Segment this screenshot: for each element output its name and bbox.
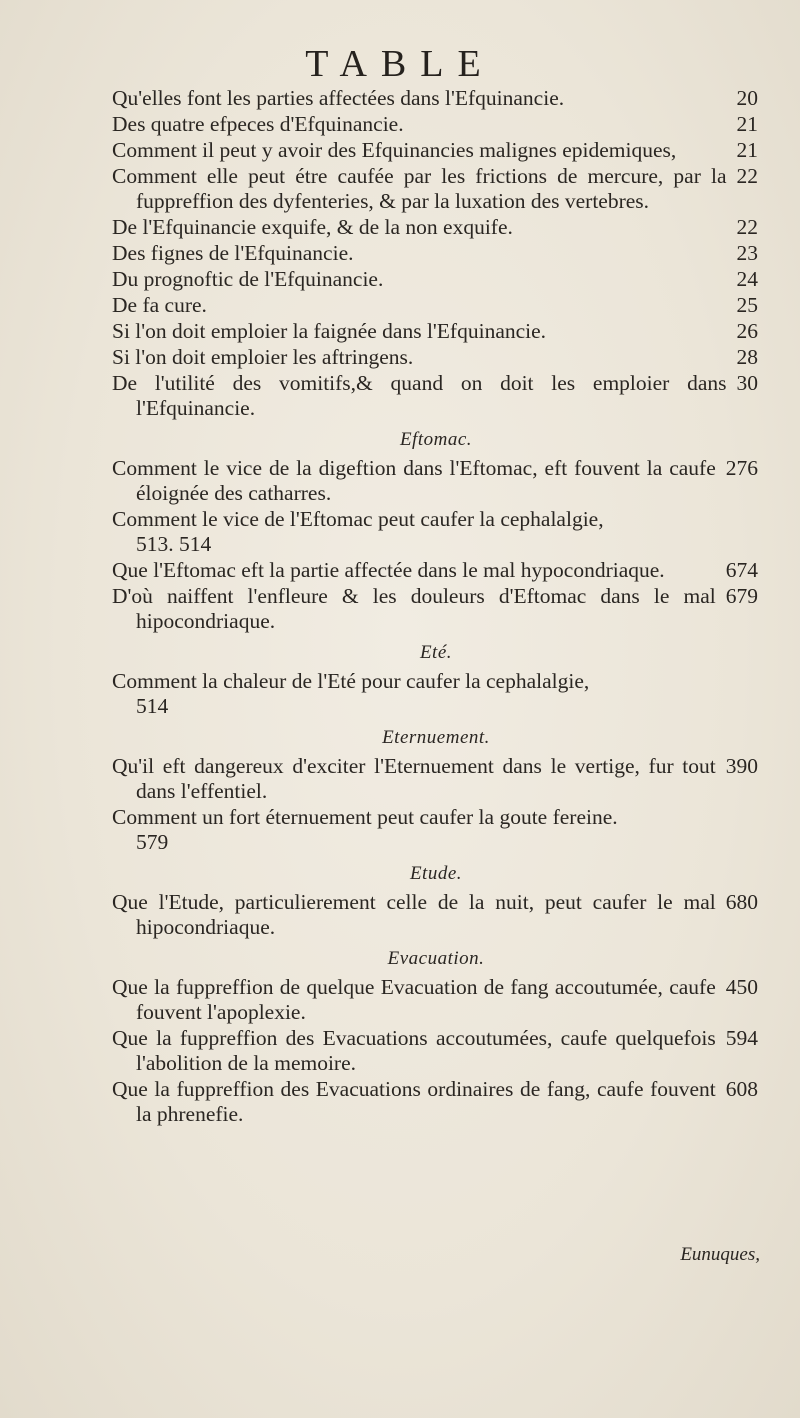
- page-number: 514: [136, 694, 169, 718]
- section-heading: Evacuation.: [387, 948, 485, 969]
- entry-text: Que la fuppreffion des Evacuations ordinaires de fang, caufe fouvent la phrenefie.: [112, 1077, 716, 1126]
- page-number: 24: [736, 267, 758, 291]
- page-number: 21: [736, 112, 758, 136]
- entry-text: Qu'il eft dangereux d'exciter l'Eternuement dans le vertige, fur tout dans l'effentiel.: [112, 754, 716, 803]
- toc-entry: [112, 112, 760, 137]
- toc-entry: [112, 293, 760, 318]
- page-number: 608: [725, 1077, 758, 1101]
- page-number: 450: [725, 975, 758, 999]
- entry-text: Des fignes de l'Efquinancie.: [112, 241, 354, 265]
- page-number: 680: [725, 890, 758, 914]
- page-number: 679: [725, 584, 758, 608]
- entry-text: Que l'Etude, particulierement celle de la nuit, peut caufer le mal hipocondriaque.: [112, 890, 716, 939]
- page-number: 21: [736, 138, 758, 162]
- entry-text: De l'Efquinancie exquife, & de la non exquife.: [112, 215, 513, 239]
- entry-text: Du prognoftic de l'Efquinancie.: [112, 267, 384, 291]
- entry-text: Comment la chaleur de l'Eté pour caufer la cephalalgie,: [112, 669, 590, 693]
- page-number: 390: [725, 754, 758, 778]
- toc-entry: [112, 975, 760, 1025]
- toc-entry: [112, 319, 760, 344]
- page-number: 579: [136, 830, 169, 854]
- table-of-contents: [112, 86, 760, 1128]
- toc-entry: [112, 138, 760, 163]
- toc-entry: [112, 754, 760, 804]
- entry-text: Que la fuppreffion des Evacuations accoutumées, caufe quelquefois l'abolition de la memoire.: [112, 1026, 716, 1075]
- toc-entry: [112, 241, 760, 266]
- toc-entry: [112, 507, 760, 557]
- entry-text: D'où naiffent l'enfleure & les douleurs d'Eftomac dans le mal hipocondriaque.: [112, 584, 716, 633]
- toc-entry: [112, 669, 760, 719]
- section-heading: Eftomac.: [399, 429, 473, 450]
- page-number: 22: [736, 164, 758, 188]
- toc-entry: [112, 371, 760, 421]
- page-number: 28: [736, 345, 758, 369]
- toc-entry: [112, 584, 760, 634]
- page-number: 513. 514: [136, 532, 212, 556]
- catchword: Eunuques,: [680, 1244, 760, 1265]
- entry-text: Comment elle peut étre caufée par les frictions de mercure, par la fuppreffion des dyfenteries, & par la luxation des vertebres.: [112, 164, 727, 213]
- page-number: 23: [736, 241, 758, 265]
- section-heading: Eté.: [419, 642, 453, 663]
- entry-text: De l'utilité des vomitifs,& quand on doit les emploier dans l'Efquinancie.: [112, 371, 727, 420]
- toc-entry: [112, 1026, 760, 1076]
- entry-text: Comment il peut y avoir des Efquinancies malignes epidemiques,: [112, 138, 677, 162]
- page-number: 22: [736, 215, 758, 239]
- page-number: 30: [736, 371, 758, 395]
- toc-entry: [112, 164, 760, 214]
- toc-entry: [112, 890, 760, 940]
- page-number: 276: [725, 456, 758, 480]
- page-title: TABLE: [305, 43, 495, 85]
- entry-text: De fa cure.: [112, 293, 207, 317]
- entry-text: Que la fuppreffion de quelque Evacuation de fang accoutumée, caufe fouvent l'apoplexie.: [112, 975, 716, 1024]
- entry-text: Si l'on doit emploier les aftringens.: [112, 345, 414, 369]
- page-number: 674: [725, 558, 758, 582]
- page-number: 25: [736, 293, 758, 317]
- toc-entry: [112, 558, 760, 583]
- section-heading: Eternuement.: [382, 727, 490, 748]
- page-number: 26: [736, 319, 758, 343]
- entry-text: Que l'Eftomac eft la partie affectée dans le mal hypocondriaque.: [112, 558, 665, 582]
- entry-text: Qu'elles font les parties affectées dans l'Efquinancie.: [112, 86, 565, 110]
- entry-text: Comment le vice de l'Eftomac peut caufer la cephalalgie,: [112, 507, 604, 531]
- page-number: 20: [736, 86, 758, 110]
- entry-text: Comment un fort éternuement peut caufer la goute fereine.: [112, 805, 618, 829]
- toc-entry: [112, 1077, 760, 1127]
- toc-entry: [112, 456, 760, 506]
- entry-text: Si l'on doit emploier la faignée dans l'Efquinancie.: [112, 319, 547, 343]
- entry-text: Des quatre efpeces d'Efquinancie.: [112, 112, 404, 136]
- entry-text: Comment le vice de la digeftion dans l'Eftomac, eft fouvent la caufe éloignée des catharres.: [112, 456, 716, 505]
- toc-entry: [112, 86, 760, 111]
- section-heading: Etude.: [409, 863, 463, 884]
- toc-entry: [112, 805, 760, 855]
- toc-entry: [112, 215, 760, 240]
- toc-entry: [112, 345, 760, 370]
- toc-entry: [112, 267, 760, 292]
- page-number: 594: [725, 1026, 758, 1050]
